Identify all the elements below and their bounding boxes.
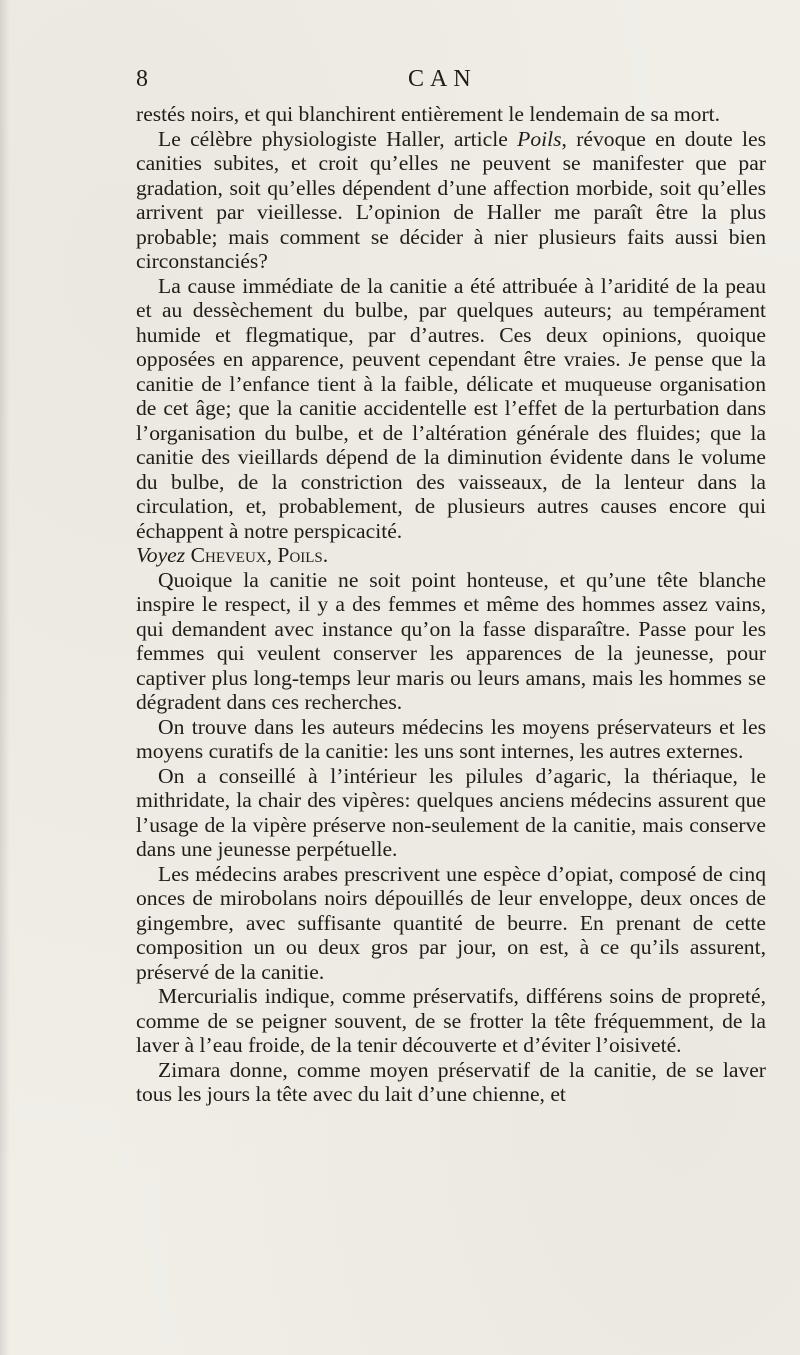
see-also-label: Voyez — [136, 543, 186, 567]
paragraph-internal-remedies: On a conseillé à l’intérieur les pilules d’agaric, la thériaque, le mithridate, la chair des vipères: quelques anciens médecins assurent que l’usage de la vipère préserve non-seulement de la canitie, mais conserve dans une jeunesse perpétuelle. — [136, 763, 766, 861]
article-title-poils: Poils — [517, 126, 562, 151]
paragraph-haller-rest: , révoque en doute les canities subites, et croit qu’elles ne peuvent se manifester que par gradation, soit qu’elles dépendent d’une affection morbide, soit qu’elles arrivent par vieillesse. L’opinion de Haller me paraît être la plus probable; mais comment se décider à nier plusieurs faits aussi bien circonstanciés? — [136, 126, 766, 273]
paragraph-cause — [136, 274, 766, 568]
running-head: CAN — [408, 66, 477, 92]
paragraph-cause-text: La cause immédiate de la canitie a été attribuée à l’aridité de la peau et au dessèchement du bulbe, par quelques auteurs; au tempérament humide et flegmatique, par d’autres. Ces deux opinions, quoique opposées en apparence, peuvent cependant être vraies. Je pense que la canitie de l’enfance tient à la faible, délicate et muqueuse organisation de cet âge; que la canitie accidentelle est l’effet de la perturbation dans l’organisation du bulbe, et de l’altération générale des fluides; que la canitie des vieillards dépend de la diminution évidente dans le volume du bulbe, de la constriction des vaisseaux, de la lenteur dans la circulation, et, probablement, de plusieurs autres causes encore qui échappent à notre perspicacité. — [136, 273, 766, 543]
paragraph-arab-physicians: Les médecins arabes prescrivent une espèce d’opiat, composé de cinq onces de mirobolans noirs dépouillés de leur enveloppe, deux onces de gingembre, avec suffisante quantité de beurre. En prenant de cette composition un ou deux gros par jour, on est, à ce qu’ils assurent, préservé de la canitie. — [136, 861, 766, 984]
page-gutter-shadow — [0, 0, 10, 1355]
paragraph-continuation: restés noirs, et qui blanchirent entièrement le lendemain de sa mort. — [136, 102, 721, 126]
page-number: 8 — [136, 66, 148, 92]
page-header — [136, 66, 766, 102]
body-text — [136, 102, 766, 1107]
paragraph-vanity: Quoique la canitie ne soit point honteuse, et qu’une tête blanche inspire le respect, il y a des femmes et même des hommes assez vains, qui demandent avec instance qu’on la fasse disparaître. Passe pour les femmes qui veulent conserver les apparences de la jeunesse, pour captiver plus long-temps leur maris ou leurs amans, mais les hommes se dégradent dans ces recherches. — [136, 567, 766, 714]
paragraph-haller-lead: Le célèbre physiologiste Haller, article — [158, 126, 518, 151]
paragraph-mercurialis: Mercurialis indique, comme préservatifs, différens soins de propreté, comme de se peigner souvent, de se frotter la tête fréquemment, de la laver à l’eau froide, de la tenir découverte et d’éviter l’oisiveté. — [136, 984, 766, 1057]
paragraph-haller — [136, 127, 766, 274]
paragraph-remedies-intro: On trouve dans les auteurs médecins les moyens préservateurs et les moyens curatifs de la canitie: les uns sont internes, les autres externes. — [136, 714, 766, 763]
see-also-references: Cheveux, Poils. — [190, 543, 329, 567]
paragraph-zimara: Zimara donne, comme moyen préservatif de la canitie, de se laver tous les jours la tête avec du lait d’une chienne, et — [136, 1057, 766, 1106]
